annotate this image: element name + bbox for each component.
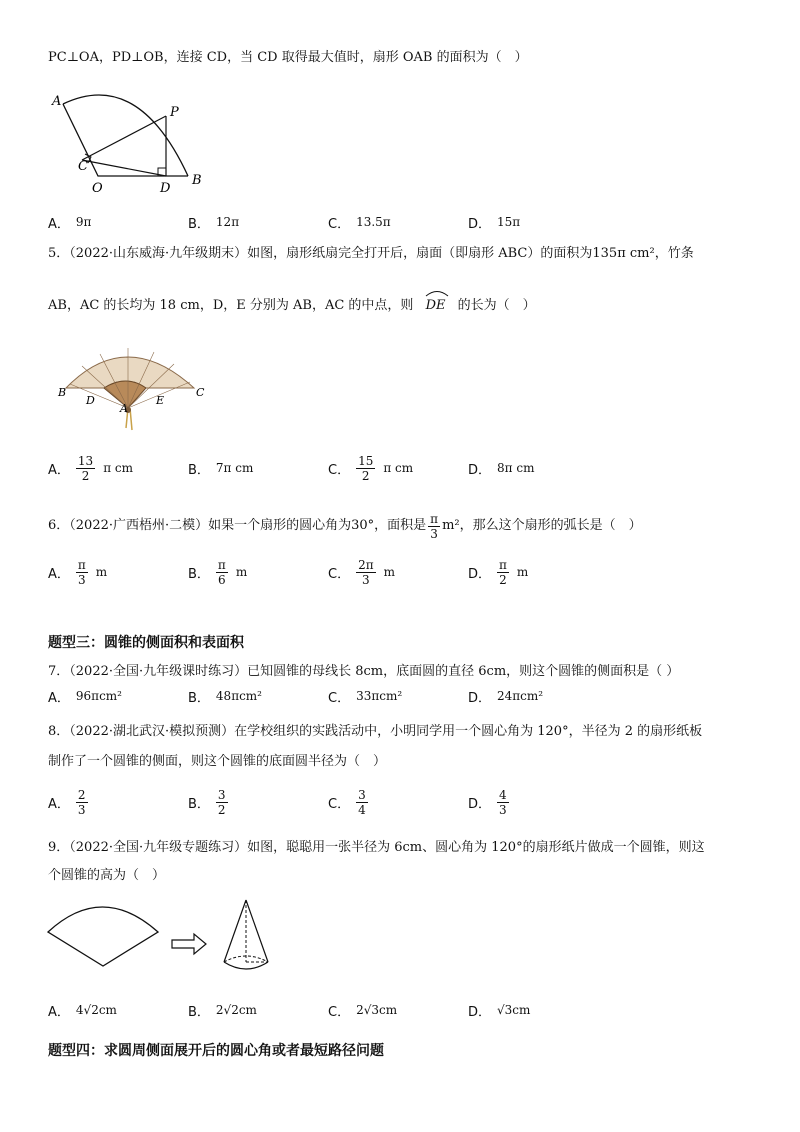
q7-option-d[interactable]: D． 24πcm² <box>468 689 544 706</box>
arc-mark-icon <box>424 289 450 297</box>
arrow-right-icon <box>172 934 206 954</box>
label-A: A <box>52 94 62 109</box>
q8-option-b[interactable]: B． $\frac{3}{2}$ <box>188 787 226 817</box>
q9-option-d[interactable]: D． √3cm <box>468 1003 531 1020</box>
arc-label: DE <box>425 298 446 313</box>
q4-options <box>48 202 728 242</box>
fan-label-D: D <box>86 394 95 407</box>
q6-options <box>48 552 728 592</box>
q4-option-a[interactable]: A． 9π <box>48 215 92 232</box>
q9-line1: 9．（2022·全国·九年级专题练习）如图，聪聪用一张半径为 6cm、圆心角为 120°的扇形纸片做成一个圆锥，则这 <box>48 840 705 855</box>
q5-option-c[interactable]: C． $\frac{15}{2}$ π cm <box>328 453 414 483</box>
q5-fan-figure <box>56 336 206 436</box>
q8-option-c[interactable]: C． $\frac{3}{4}$ <box>328 787 366 817</box>
q9-option-b[interactable]: B． 2√2cm <box>188 1003 257 1020</box>
q7-option-a[interactable]: A． 96πcm² <box>48 689 122 706</box>
q9-options <box>48 990 728 1030</box>
q9-sector-to-cone-figure <box>46 894 286 990</box>
q6-option-b[interactable]: B． $\frac{\pi}{6}$ m <box>188 557 248 587</box>
q7-options <box>48 684 728 708</box>
label-D: D <box>160 181 171 196</box>
q8-line1: 8．（2022·湖北武汉·模拟预测）在学校组织的实践活动中，小明同学用一个圆心角为 120°，半径为 2 的扇形纸板 <box>48 724 703 739</box>
q6-text: 6．（2022·广西梧州·二模）如果一个扇形的圆心角为30°，面积是 $\frac{\pi}{3}$ m² ，那么这个扇形的弧长是（ ） <box>48 511 642 541</box>
label-O: O <box>92 181 103 196</box>
q6-option-d[interactable]: D． $\frac{\pi}{2}$ m <box>468 557 529 587</box>
q5-options <box>48 448 728 488</box>
q4-option-b[interactable]: B． 12π <box>188 215 240 232</box>
fan-label-C: C <box>196 386 205 399</box>
q9-option-a[interactable]: A． 4√2cm <box>48 1003 117 1020</box>
q5-line1: 5．（2022·山东威海·九年级期末）如图，扇形纸扇完全打开后，扇面（即扇形 ABC）的面积为135π cm²，竹条 <box>48 246 694 261</box>
q5-option-b[interactable]: B． 7π cm <box>188 461 254 478</box>
label-C: C <box>78 159 88 174</box>
label-B: B <box>192 173 202 188</box>
section-title-3: 题型三：圆锥的侧面积和表面积 <box>48 635 244 651</box>
q4-text: PC⊥OA，PD⊥OB，连接 CD，当 CD 取得最大值时，扇形 OAB 的面积为（ ） <box>48 50 528 65</box>
q5-line2: AB，AC 的长均为 18 cm，D，E 分别为 AB，AC 的中点，则 DE 的长为（ ） <box>48 296 760 316</box>
section-title-4: 题型四：求圆周侧面展开后的圆心角或者最短路径问题 <box>48 1043 384 1059</box>
q4-option-c[interactable]: C． 13.5π <box>328 215 391 232</box>
q6-option-a[interactable]: A． $\frac{\pi}{3}$ m <box>48 557 108 587</box>
q9-option-c[interactable]: C． 2√3cm <box>328 1003 398 1020</box>
q7-text: 7．（2022·全国·九年级课时练习）已知圆锥的母线长 8cm，底面圆的直径 6cm，则这个圆锥的侧面积是（ ） <box>48 664 680 679</box>
fan-label-E: E <box>156 394 165 407</box>
q8-options <box>48 782 728 822</box>
q7-option-b[interactable]: B． 48πcm² <box>188 689 262 706</box>
q8-option-a[interactable]: A． $\frac{2}{3}$ <box>48 787 86 817</box>
q8-option-d[interactable]: D． $\frac{4}{3}$ <box>468 787 507 817</box>
q4-sector-figure <box>48 88 218 198</box>
label-P: P <box>170 105 179 120</box>
q9-line2: 个圆锥的高为（ ） <box>48 868 166 883</box>
q4-option-d[interactable]: D． 15π <box>468 215 521 232</box>
q7-option-c[interactable]: C． 33πcm² <box>328 689 403 706</box>
q5-option-d[interactable]: D． 8π cm <box>468 461 535 478</box>
fan-label-B: B <box>58 386 67 399</box>
fan-label-A: A <box>120 402 128 415</box>
q5-option-a[interactable]: A． $\frac{13}{2}$ π cm <box>48 453 133 483</box>
q8-line2: 制作了一个圆锥的侧面，则这个圆锥的底面圆半径为（ ） <box>48 754 387 769</box>
q6-option-c[interactable]: C． $\frac{2\pi}{3}$ m <box>328 557 395 587</box>
